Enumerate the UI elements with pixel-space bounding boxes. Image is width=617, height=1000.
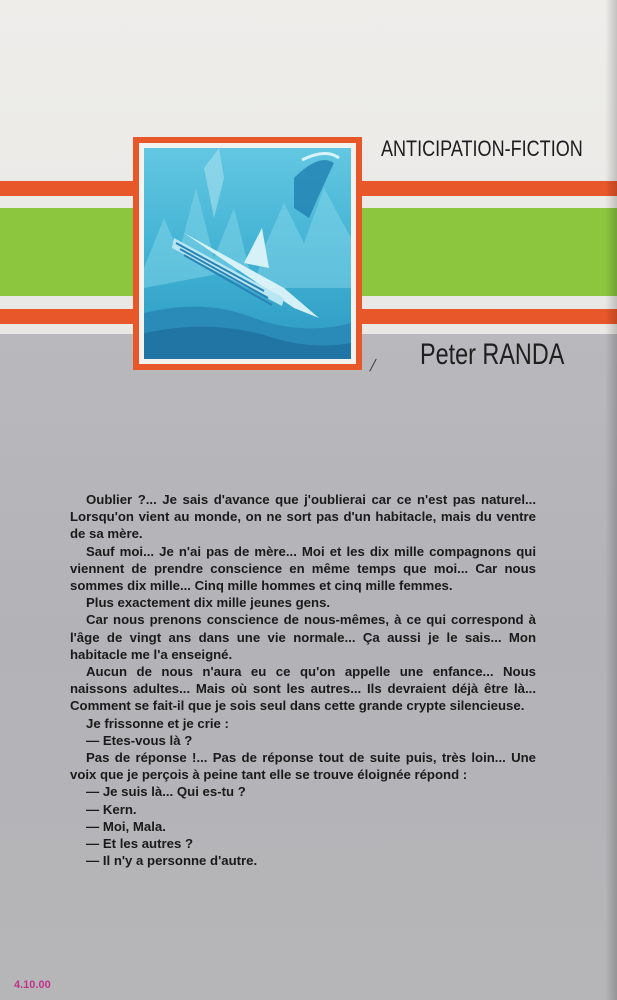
dialogue-line: — Je suis là... Qui es-tu ? [86,784,246,800]
blurb-paragraph: Oublier ?... Je sais d'avance que j'oublierai car ce n'est pas naturel... Lorsqu'on vient au monde, on ne sort pas d'un habitacle, mais du ventre de sa mère. [70,492,536,542]
cover-artwork-frame [133,137,362,370]
author-name: Peter RANDA [420,338,565,371]
dialogue-line: — Moi, Mala. [86,818,166,834]
dialogue-line: — Il n'y a personne d'autre. [86,853,258,869]
blurb-paragraph: Sauf moi... Je n'ai pas de mère... Moi et les dix mille compagnons qui viennent de prendre conscience en même temps que moi... Car nous sommes dix mille... Cinq mille hommes et cinq mille femmes. [70,543,536,594]
series-title: ANTICIPATION-FICTION [381,136,583,161]
dialogue-line: — Kern. [86,801,137,817]
dialogue-line: — Etes-vous là ? [86,732,193,748]
blurb-paragraph: Pas de réponse !... Pas de réponse tout de suite puis, très loin... Une voix que je perçois à peine tant elle se trouve éloignée répond : [70,750,536,783]
dialogue-line: — Et les autres ? [86,836,194,852]
spaceship-illustration [144,148,351,359]
back-cover-blurb [70,491,536,869]
blurb-paragraph: Je frissonne et je crie : [86,715,229,731]
price-code: 4.10.00 [14,979,51,991]
blurb-paragraph: Car nous prenons conscience de nous-mêmes, à ce qui correspond à l'âge de vingt ans dans une vie normale... Ça aussi je le sais... Mon habitacle me l'a enseigné. [70,612,536,662]
page-edge-shadow [605,0,617,1000]
blurb-paragraph: Aucun de nous n'aura eu ce qu'on appelle une enfance... Nous naissons adultes... Mais où sont les autres... Ils devraient déjà être là... Comment se fait-il que je sois seul dans cette grande crypte silencieuse. [70,664,536,714]
cover-artwork [139,143,356,364]
blurb-paragraph: Plus exactement dix mille jeunes gens. [86,595,331,611]
